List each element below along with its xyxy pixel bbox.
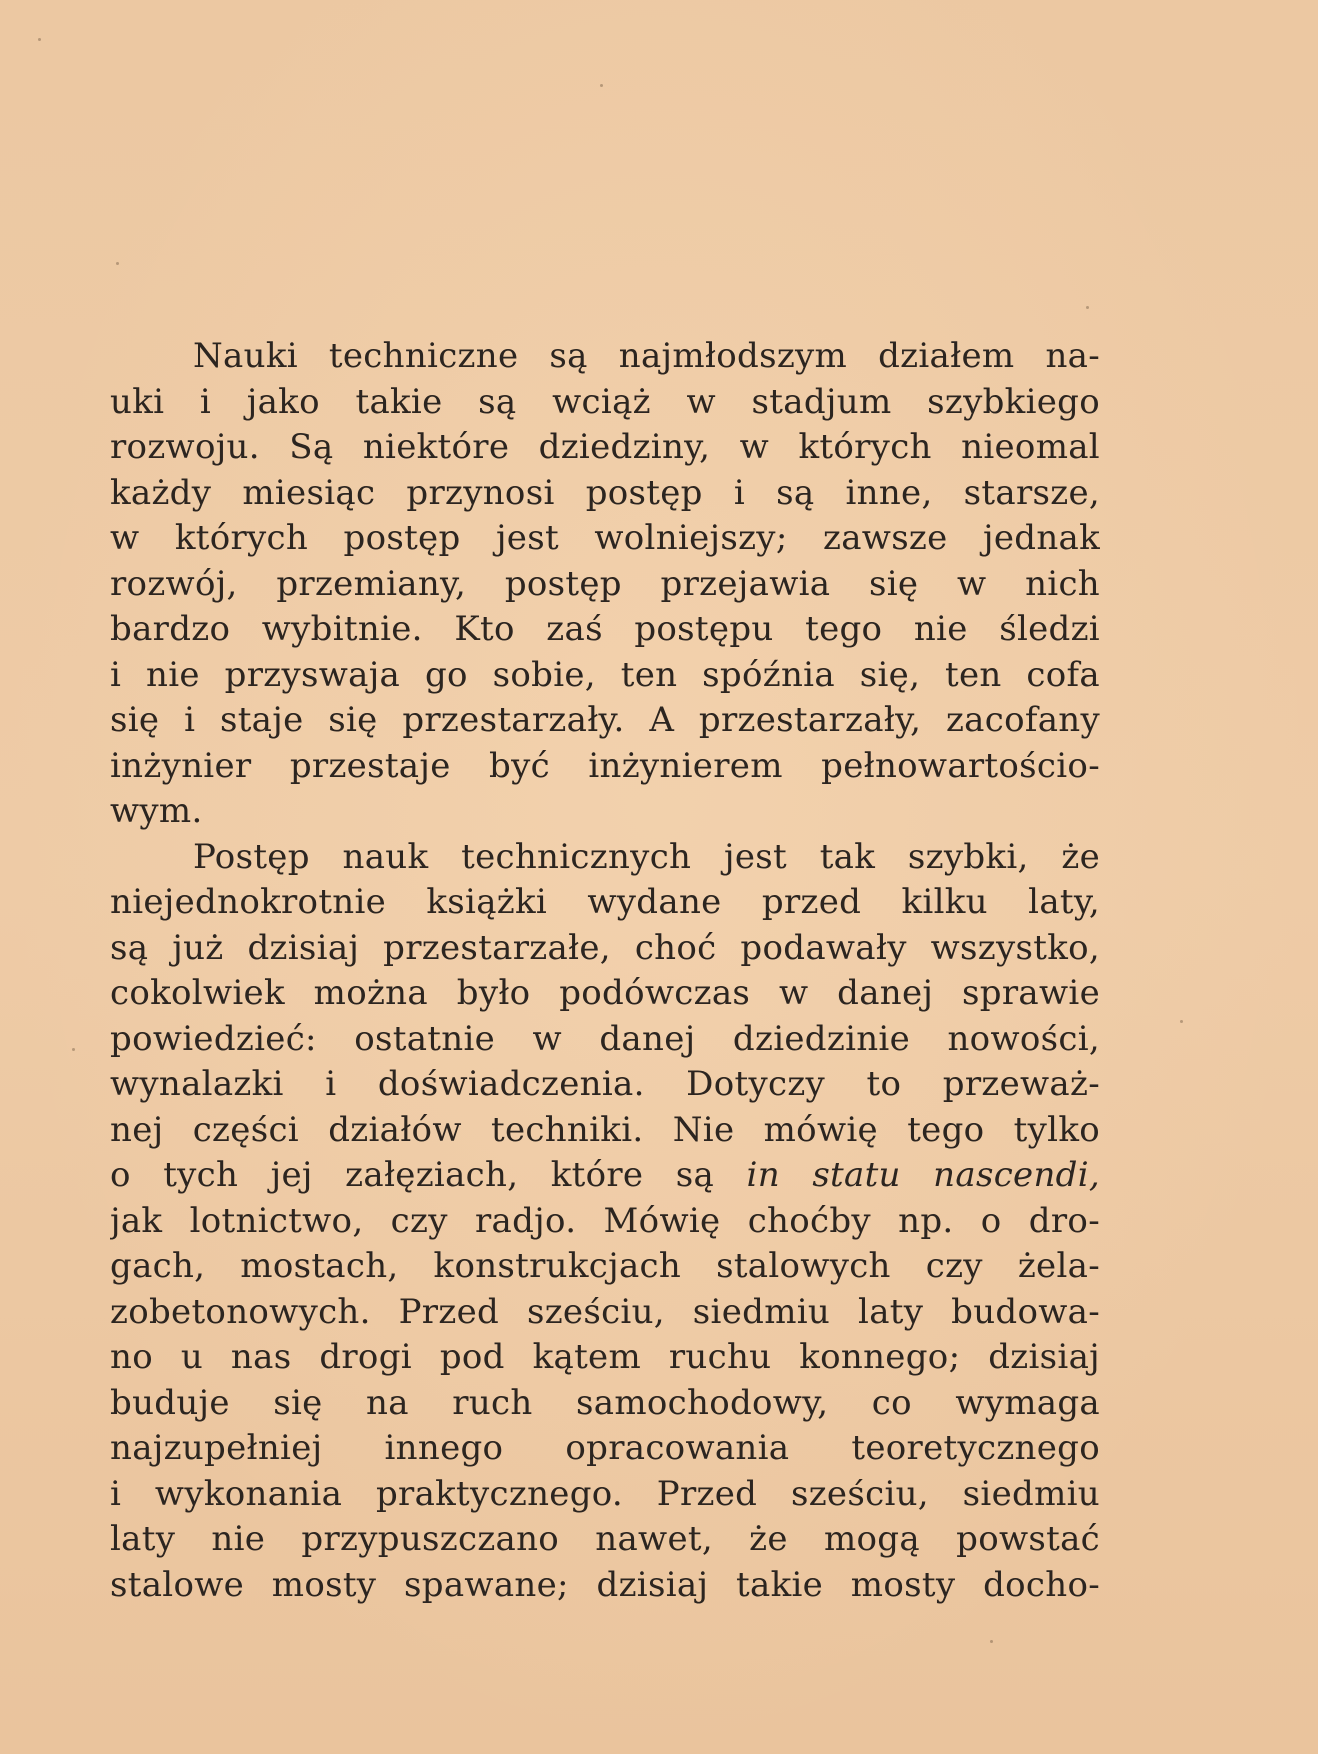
paper-speck (600, 84, 603, 87)
text-line: stalowe mosty spawane; dzisiaj takie mosty docho- (110, 1564, 1100, 1605)
paragraph-2 (110, 835, 1100, 1609)
text-line: gach, mostach, konstrukcjach stalowych czy żela- (110, 1246, 1100, 1286)
paper-speck (1086, 306, 1089, 309)
text-line: się i staje się przestarzały. A przestarzały, zacofany (110, 700, 1100, 740)
text-line: w których postęp jest wolniejszy; zawsze jednak (110, 518, 1100, 558)
text-line: wynalazki i doświadczenia. Dotyczy to przeważ- (110, 1064, 1100, 1104)
text-line: i wykonania praktycznego. Przed sześciu, siedmiu (110, 1473, 1100, 1514)
text-line: zobetonowych. Przed sześciu, siedmiu laty budowa- (110, 1291, 1100, 1332)
text-line: jak lotnictwo, czy radjo. Mówię choćby np. o dro- (110, 1200, 1100, 1241)
text-line: rozwój, przemiany, postęp przejawia się w nich (110, 563, 1100, 604)
text-line: są już dzisiaj przestarzałe, choć podawały wszystko, (110, 927, 1100, 968)
text-segment: o tych jej załęziach, które są (110, 1155, 715, 1195)
text-line: uki i jako takie są wciąż w stadjum szybkiego (110, 381, 1100, 422)
text-line-with-italic (110, 1153, 1100, 1199)
paper-speck (116, 262, 119, 265)
text-line: Postęp nauk technicznych jest tak szybki, że (193, 836, 1100, 877)
text-line: wym. (110, 791, 203, 831)
body-text (110, 334, 1100, 1608)
text-line: inżynier przestaje być inżynierem pełnowartościo- (110, 745, 1100, 786)
text-line: najzupełniej innego opracowania teoretycznego (110, 1428, 1100, 1468)
text-line: laty nie przypuszczano nawet, że mogą powstać (110, 1519, 1100, 1559)
text-line: niejednokrotnie książki wydane przed kilku laty, (110, 882, 1100, 922)
text-line: bardzo wybitnie. Kto zaś postępu tego nie śledzi (110, 609, 1100, 649)
paper-speck (1180, 1020, 1183, 1023)
text-line: nej części działów techniki. Nie mówię tego tylko (110, 1109, 1100, 1150)
text-line: no u nas drogi pod kątem ruchu konnego; dzisiaj (110, 1337, 1100, 1377)
text-line: buduje się na ruch samochodowy, co wymaga (110, 1382, 1100, 1423)
paragraph-1 (110, 334, 1100, 835)
text-line: i nie przyswaja go sobie, ten spóźnia się, ten cofa (110, 654, 1100, 695)
paper-speck (38, 38, 41, 41)
paper-speck (990, 1640, 993, 1643)
text-line: rozwoju. Są niektóre dziedziny, w których nieomal (110, 427, 1100, 467)
text-line: Nauki techniczne są najmłodszym działem na- (193, 336, 1100, 376)
paper-speck (72, 1048, 75, 1051)
italic-phrase: in statu nascendi, (746, 1155, 1100, 1195)
text-line: powiedzieć: ostatnie w danej dziedzinie nowości, (110, 1018, 1100, 1059)
text-line: każdy miesiąc przynosi postęp i są inne, starsze, (110, 472, 1100, 513)
text-line: cokolwiek można było podówczas w danej sprawie (110, 973, 1100, 1013)
